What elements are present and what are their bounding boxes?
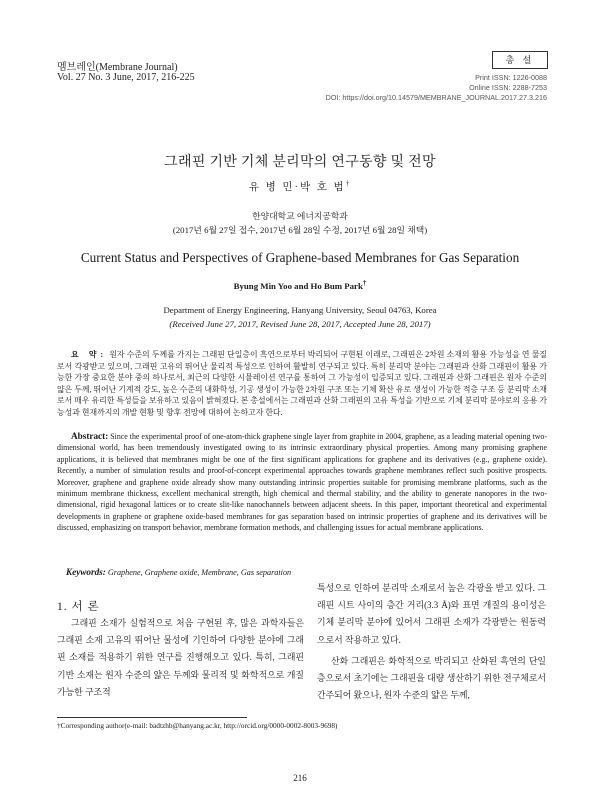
keywords-label: Keywords: (66, 567, 106, 577)
corresponding-mark-en: † (362, 279, 367, 287)
keywords-text: Graphene, Graphene oxide, Membrane, Gas separation (107, 568, 292, 577)
corresponding-mark: † (345, 179, 352, 188)
dates-korean: (2017년 6월 27일 접수, 2017년 6월 28일 수정, 2017년 6월 28일 채택) (172, 225, 428, 235)
abstract-korean-label: 요 약: (71, 350, 108, 359)
footnote-divider (57, 717, 247, 718)
body-paragraph: 특성으로 인하여 분리막 소재로서 높은 각광을 받고 있다. 그래핀 시트 사이의 층간 거리(3.3 Å)와 표면 개질의 용이성은 기체 분리막 분야에 있어서 그래핀 소재가 각광받는 원동력으로서 작용하고 있다. (317, 583, 546, 645)
affiliation-korean: 한양대학교 에너지공학과 (252, 211, 348, 221)
body-paragraph: 산화 그래핀은 화학적으로 박리되고 산화된 흑연의 단일층으로서 초기에는 그래핀을 대량 생산하기 위한 전구체로서 간주되어 왔으나, 원자 수준의 얇은 두께, (317, 655, 546, 701)
page-number: 216 (293, 773, 307, 783)
authors-english-names: Byung Min Yoo and Ho Bum Park (233, 280, 363, 291)
abstract-english-text: Since the experimental proof of one-atom-thick graphene single layer from graphite in 2004, graphene, as a leading material opening two-dimensional world, has been tremendously investigated owing to its intrinsic extraordinary physical properties. Among many promising graphene applications, it is believed that membranes might be one of the first significant applications for graphene and its derivatives (e.g., graphene oxide). Recently, a number of simulation results and proof-of-concept experimental approaches towards graphene membranes reflect such positive prospects. Moreover, graphene and graphene oxide already show many outstanding intrinsic properties suitable for promising membrane platforms, such as the minimum membrane thickness, excellent mechanical strength, high chemical and thermal stability, and the ability to generate nanopores in the two-dimensional, rigid hexagonal lattices or to create slit-like nanochannels between adjacent sheets. In this paper, important theoretical and experimental developments in graphene or graphene oxide-based membranes for gas separation based on intrinsic properties of graphene and its derivatives will be discussed, emphasizing on transport behavior, membrane formation methods, and challenging issues for actual membrane applications. (57, 432, 547, 533)
abstract-english (57, 431, 547, 534)
title-korean: 그래핀 기반 기체 분리막의 연구동향 및 전망 (164, 155, 436, 170)
journal-name: 멤브레인(Membrane Journal) (57, 62, 178, 73)
print-issn: Print ISSN: 1226-0088 (475, 73, 547, 82)
footnote-corresponding-author: †Corresponding author(e-mail: badtzhb@hanyang.ac.kr, http://orcid.org/0000-0002-8003-9698) (57, 721, 338, 730)
abstract-korean-text: 원자 수준의 두께를 가지는 그래핀 단일층이 흑연으로부터 박리되어 구현된 이래로, 그래핀은 2차원 소재의 활용 가능성을 연 물질로서 각광받고 있으며, 그래핀 고유의 뛰어난 물리적 특성으로 인하여 활발히 연구되고 있다. 특히 분리막 분야는 그래핀과 산화 그래핀이 활용 가능한 가장 중요한 분야 중의 하나로서, 최근의 다양한 시뮬레이션 연구를 통하여 그 가능성이 입증되고 있다. 그래핀과 산화 그래핀은 원자 수준의 얇은 두께, 뛰어난 기계적 강도, 높은 수준의 내화학성, 기공 생성이 가능한 2차원 구조 또는 기체 확산 유로 생성이 가능한 적층 구조 등 분리막 소재로서 매우 유리한 특성들을 보유하고 있음이 밝혀졌다. 본 총설에서는 그래핀과 산화 그래핀의 고유 특성을 기반으로 기체 분리막 분야로의 응용 가능성과 현재까지의 개발 현황 및 향후 전망에 대하여 논하고자 한다. (57, 350, 547, 417)
section-badge: 총 설 (492, 51, 548, 69)
online-issn: Online ISSN: 2288-7253 (469, 83, 547, 92)
section-heading-introduction: 1. 서 론 (57, 601, 100, 613)
journal-volume: Vol. 27 No. 3 June, 2017, 216-225 (57, 72, 195, 83)
dates-english: (Received June 27, 2017, Revised June 28, 2017, Accepted June 28, 2017) (169, 319, 431, 329)
abstract-english-label: Abstract: (71, 431, 109, 441)
keywords (66, 567, 291, 577)
authors-korean (0, 179, 600, 194)
authors-korean-names: 유 병 민·박 호 범 (248, 182, 346, 193)
body-column-right (317, 580, 546, 704)
affiliation-english: Department of Energy Engineering, Hanyang University, Seoul 04763, Korea (163, 305, 437, 315)
doi-link[interactable]: DOI: https://doi.org/10.14579/MEMBRANE_JOURNAL.2017.27.3.216 (325, 93, 547, 102)
abstract-korean (57, 349, 547, 419)
title-english: Current Status and Perspectives of Graphene-based Membranes for Gas Separation (80, 250, 520, 265)
authors-english (0, 279, 600, 291)
body-column-left (57, 615, 304, 701)
body-paragraph: 그래핀 소재가 실험적으로 처음 구현된 후, 많은 과학자들은 그래핀 소재 고유의 뛰어난 물성에 기인하여 다양한 분야에 그래핀 소재를 적용하기 위한 연구를 진행해오고 있다. 특히, 그래핀 기반 소재는 원자 수준의 얇은 두께와 물리적 및 화학적으로 개질 가능한 구조적 (57, 618, 304, 697)
